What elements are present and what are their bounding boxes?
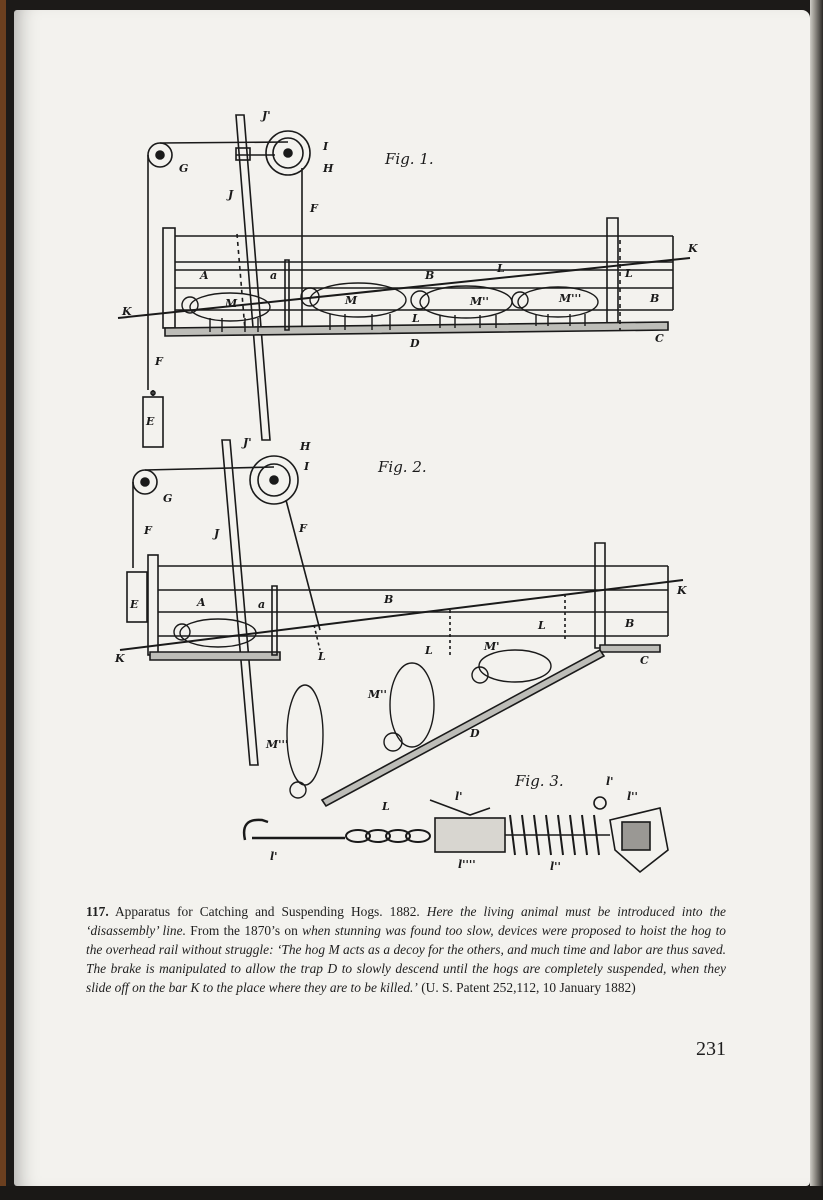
- svg-text:J': J': [262, 109, 271, 122]
- fig3-drawing: [244, 772, 668, 873]
- svg-text:J: J: [228, 188, 234, 201]
- svg-text:K: K: [115, 652, 125, 665]
- svg-text:M''': M''': [266, 738, 289, 751]
- svg-text:l': l': [606, 775, 614, 788]
- caption-sentence2-lead: From the 1870’s on: [190, 923, 298, 938]
- svg-text:E: E: [130, 598, 139, 611]
- svg-text:G: G: [163, 492, 173, 505]
- svg-text:L: L: [625, 267, 633, 280]
- svg-text:l'': l'': [550, 860, 561, 873]
- svg-text:M'': M'': [470, 295, 489, 308]
- svg-text:I: I: [323, 140, 329, 153]
- svg-text:L: L: [318, 650, 326, 663]
- svg-text:l': l': [455, 790, 463, 803]
- svg-text:a: a: [270, 269, 278, 282]
- svg-text:K: K: [677, 584, 687, 597]
- svg-text:M'': M'': [368, 688, 387, 701]
- svg-text:J: J: [214, 527, 220, 540]
- svg-text:I: I: [304, 460, 310, 473]
- svg-text:l': l': [270, 850, 278, 863]
- svg-text:E: E: [146, 415, 155, 428]
- svg-text:M''': M''': [559, 292, 582, 305]
- svg-text:D: D: [410, 337, 420, 350]
- fig2-label: Fig. 2.: [378, 458, 427, 476]
- svg-text:l'''': l'''': [458, 858, 476, 871]
- svg-text:M: M: [345, 294, 358, 307]
- svg-text:F: F: [144, 524, 152, 537]
- svg-text:B: B: [425, 269, 435, 282]
- figure-caption: [86, 902, 726, 997]
- svg-text:K: K: [122, 305, 132, 318]
- fig3-label: Fig. 3.: [515, 772, 564, 790]
- svg-text:L: L: [497, 262, 505, 275]
- svg-text:B: B: [650, 292, 660, 305]
- svg-text:H: H: [323, 162, 334, 175]
- svg-text:D: D: [470, 727, 480, 740]
- svg-text:H: H: [300, 440, 311, 453]
- svg-text:F: F: [155, 355, 163, 368]
- svg-text:A: A: [197, 596, 206, 609]
- fig1-label: Fig. 1.: [385, 150, 434, 168]
- fig2-drawing: [114, 436, 687, 806]
- svg-text:a: a: [258, 598, 266, 611]
- svg-text:K: K: [688, 242, 698, 255]
- caption-title: Apparatus for Catching and Suspending Hogs. 1882.: [115, 904, 420, 919]
- svg-text:L: L: [412, 312, 420, 325]
- caption-sentence1: Here the living animal must be introduced into the ‘disassembly’ line.: [86, 904, 727, 938]
- caption-number: 117.: [86, 904, 109, 919]
- svg-text:F: F: [310, 202, 318, 215]
- svg-text:G: G: [179, 162, 189, 175]
- svg-text:M: M: [225, 297, 238, 310]
- svg-text:B: B: [625, 617, 635, 630]
- caption-citation: (U. S. Patent 252,112, 10 January 1882): [421, 980, 636, 995]
- svg-text:A: A: [200, 269, 209, 282]
- svg-text:L: L: [538, 619, 546, 632]
- svg-text:M': M': [484, 640, 500, 653]
- page-number: 231: [696, 1038, 726, 1060]
- svg-text:J': J': [243, 436, 252, 449]
- svg-text:F: F: [299, 522, 307, 535]
- svg-text:L: L: [425, 644, 433, 657]
- fig1-drawing: [118, 109, 698, 447]
- svg-text:C: C: [655, 332, 664, 345]
- svg-text:B: B: [384, 593, 394, 606]
- caption-sentence2-rest: when stunning was found too slow, devices were proposed to hoist the hog to the overhead rail without struggle: ‘The hog M acts as a decoy for the others, and much time and labor are thus saved. The brake is manipulated to allow the trap D to slowly descend until the hogs are completely suspended, when they slide off on the bar K to the place where they are to be killed.’: [86, 923, 726, 995]
- svg-text:C: C: [640, 654, 649, 667]
- svg-text:l'': l'': [627, 790, 638, 803]
- svg-text:L: L: [382, 800, 390, 813]
